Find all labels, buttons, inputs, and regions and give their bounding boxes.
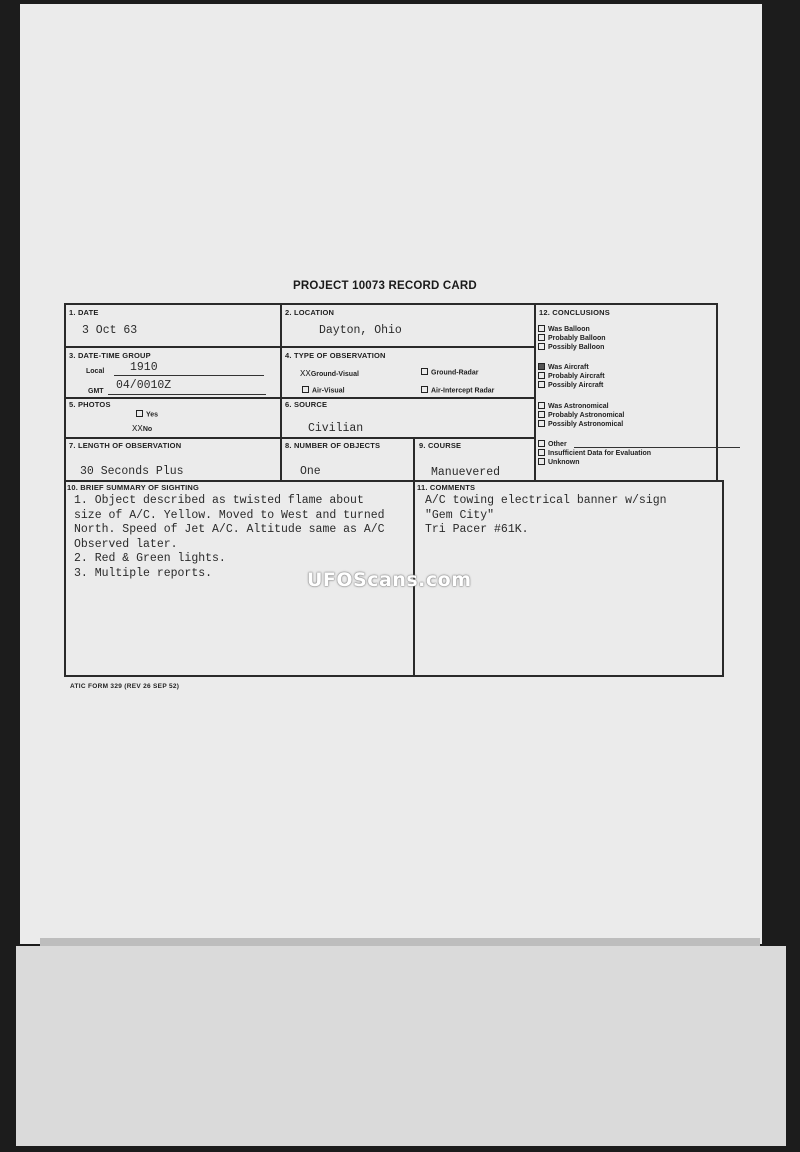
card-title: PROJECT 10073 RECORD CARD	[293, 280, 477, 292]
comments-line: "Gem City"	[425, 508, 495, 522]
checkbox-checked-icon	[538, 363, 545, 370]
location-value: Dayton, Ohio	[319, 324, 402, 337]
comments-label: 11. COMMENTS	[417, 483, 476, 492]
checkbox-icon	[538, 372, 545, 379]
summary-line: Observed later.	[74, 537, 178, 551]
summary-label: 10. BRIEF SUMMARY OF SIGHTING	[67, 483, 200, 492]
summary-line: 1. Object described as twisted flame about	[74, 494, 364, 507]
checkbox-icon	[136, 410, 143, 417]
conclusions-group-other: Other Insufficient Data for Evaluation Unknown	[538, 440, 651, 467]
dtg-local-label: Local	[86, 368, 105, 375]
ground-visual-mark: XX	[300, 369, 311, 379]
summary-text	[74, 494, 385, 581]
checkbox-icon	[538, 420, 545, 427]
comments-text	[425, 494, 667, 538]
type-label: 4. TYPE OF OBSERVATION	[285, 351, 386, 360]
objects-value: One	[300, 465, 321, 478]
checkbox-icon	[538, 381, 545, 388]
photos-no: XXNo	[132, 424, 153, 434]
checkbox-icon	[538, 402, 545, 409]
checkbox-icon	[538, 440, 545, 447]
form-number: ATIC FORM 329 (REV 26 SEP 52)	[70, 683, 180, 690]
date-label: 1. DATE	[69, 308, 99, 317]
source-value: Civilian	[308, 422, 364, 435]
checkbox-icon	[421, 386, 428, 393]
conclusions-label: 12. CONCLUSIONS	[539, 308, 610, 317]
checkbox-icon	[421, 368, 428, 375]
type-air-intercept-radar: Air-Intercept Radar	[421, 387, 494, 394]
comments-line: A/C towing electrical banner w/sign	[425, 494, 667, 507]
summary-line: size of A/C. Yellow. Moved to West and turned	[74, 508, 385, 522]
checkbox-icon	[302, 386, 309, 393]
length-label: 7. LENGTH OF OBSERVATION	[69, 441, 182, 450]
photos-label: 5. PHOTOS	[69, 400, 111, 409]
type-ground-visual: XXGround-Visual	[300, 369, 359, 379]
record-card	[64, 303, 724, 677]
summary-line: North. Speed of Jet A/C. Altitude same as A/C	[74, 523, 385, 536]
checkbox-icon	[538, 449, 545, 456]
dtg-label: 3. DATE-TIME GROUP	[69, 351, 151, 360]
date-value: 3 Oct 63	[82, 324, 138, 337]
course-value: Manuevered	[431, 466, 501, 479]
source-label: 6. SOURCE	[285, 400, 328, 409]
photos-yes: Yes	[136, 411, 158, 418]
lower-sheet	[16, 946, 786, 1146]
comments-line: Tri Pacer #61K.	[425, 523, 529, 536]
dtg-gmt-value: 04/0010Z	[116, 379, 172, 392]
type-ground-radar: Ground-Radar	[421, 369, 478, 376]
objects-label: 8. NUMBER OF OBJECTS	[285, 441, 381, 450]
checkbox-icon	[538, 325, 545, 332]
watermark: UFOScans.com	[307, 569, 472, 591]
dtg-gmt-label: GMT	[88, 388, 104, 395]
course-label: 9. COURSE	[419, 441, 462, 450]
conclusions-group-astronomical: Was Astronomical Probably Astronomical Possibly Astronomical	[538, 402, 624, 429]
summary-line: 2. Red & Green lights.	[74, 552, 226, 565]
photos-no-mark: XX	[132, 424, 143, 434]
type-air-visual: Air-Visual	[302, 387, 345, 394]
checkbox-icon	[538, 334, 545, 341]
conclusions-group-aircraft: Was Aircraft Probably Aircraft Possibly Aircraft	[538, 363, 605, 390]
length-value: 30 Seconds Plus	[80, 465, 184, 478]
checkbox-icon	[538, 343, 545, 350]
conclusions-group-balloon: Was Balloon Probably Balloon Possibly Balloon	[538, 325, 606, 352]
summary-line: 3. Multiple reports.	[74, 566, 213, 580]
location-label: 2. LOCATION	[285, 308, 335, 317]
checkbox-icon	[538, 411, 545, 418]
dtg-local-value: 1910	[130, 361, 158, 374]
checkbox-icon	[538, 458, 545, 465]
